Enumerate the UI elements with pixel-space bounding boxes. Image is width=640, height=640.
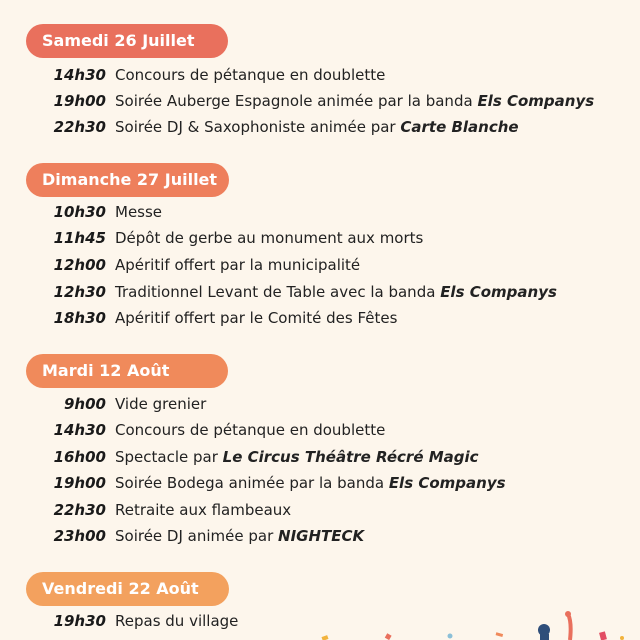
event-text: Soirée Bodega animée par la banda Els Companys xyxy=(115,474,506,492)
event-time: 10h30 xyxy=(53,203,106,221)
event-time: 19h30 xyxy=(53,612,106,630)
event-time: 16h00 xyxy=(53,448,106,466)
day-badge: Mardi 12 Août xyxy=(26,354,228,388)
day-badge: Vendredi 22 Août xyxy=(26,572,229,606)
event-text: Soirée DJ animée par NIGHTECK xyxy=(115,527,365,545)
event-time: 12h00 xyxy=(53,256,106,274)
event-time: 18h30 xyxy=(53,309,106,327)
day-badge: Dimanche 27 Juillet xyxy=(26,163,229,197)
event-text: Vide grenier xyxy=(115,395,207,413)
event-text: Repas du village xyxy=(115,612,239,630)
event-text: Concours de pétanque en doublette xyxy=(115,421,386,439)
event-text: Messe xyxy=(115,203,163,221)
event-text: Retraite aux flambeaux xyxy=(115,501,292,519)
event-time: 11h45 xyxy=(53,229,106,247)
event-text: Concours de pétanque en doublette xyxy=(115,66,386,84)
event-time: 14h30 xyxy=(53,421,106,439)
event-text: Soirée Auberge Espagnole animée par la banda Els Companys xyxy=(115,92,595,110)
event-time: 22h30 xyxy=(53,118,106,136)
event-text: Spectacle par Le Circus Théâtre Récré Magic xyxy=(115,448,479,466)
day-badge: Samedi 26 Juillet xyxy=(26,24,228,58)
event-time: 23h00 xyxy=(53,527,106,545)
event-text: Traditionnel Levant de Table avec la banda Els Companys xyxy=(115,283,557,301)
event-time: 12h30 xyxy=(53,283,106,301)
event-time: 22h30 xyxy=(53,501,106,519)
event-text: Dépôt de gerbe au monument aux morts xyxy=(115,229,424,247)
event-time: 19h00 xyxy=(53,92,106,110)
event-time: 19h00 xyxy=(53,474,106,492)
decorative-confetti-illustration xyxy=(300,608,640,640)
event-time: 9h00 xyxy=(64,395,106,413)
event-text: Soirée DJ & Saxophoniste animée par Carte Blanche xyxy=(115,118,519,136)
event-time: 14h30 xyxy=(53,66,106,84)
event-text: Apéritif offert par le Comité des Fêtes xyxy=(115,309,398,327)
event-text: Apéritif offert par la municipalité xyxy=(115,256,361,274)
